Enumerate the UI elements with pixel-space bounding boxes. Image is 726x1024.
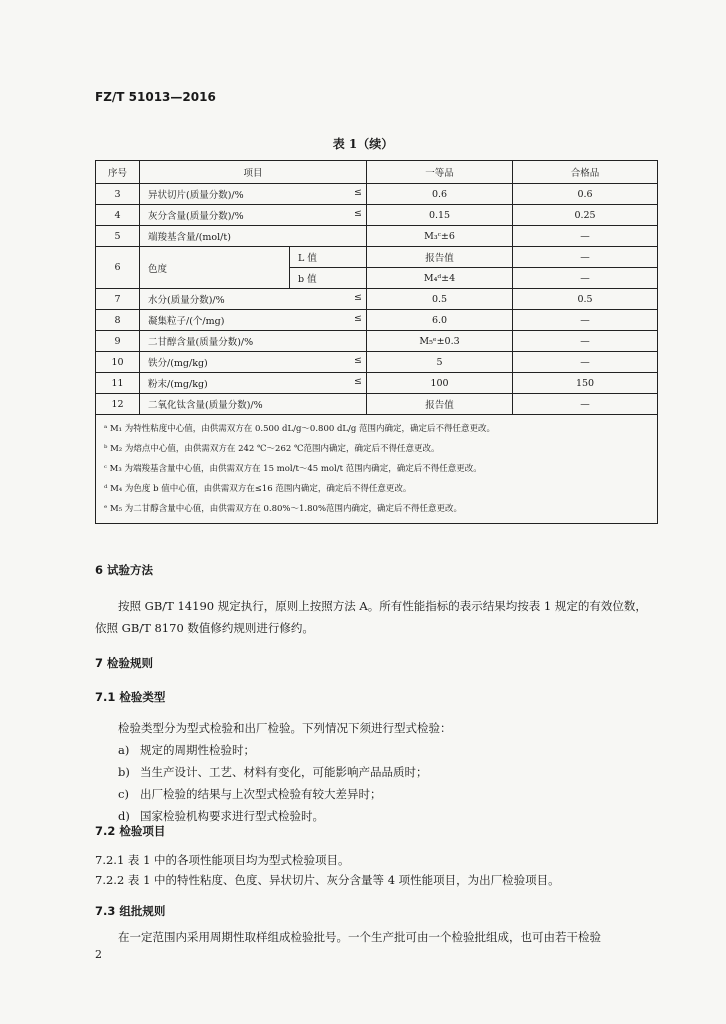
cell-first-grade: 0.5 [367,289,513,310]
cell-no: 7 [96,289,140,310]
cell-no: 8 [96,310,140,331]
table-row [96,310,658,331]
table-row [96,247,658,268]
item-label: 凝集粒子/(个/mg) [148,316,225,327]
cell-qualified: — [513,268,658,289]
table-row [96,331,658,352]
cell-qualified: — [513,331,658,352]
cmp-symbol: ≤ [354,292,363,303]
list-item-label: b) [118,765,130,779]
cell-qualified: — [513,226,658,247]
table-note: ᵃ M₁ 为特性粘度中心值，由供需双方在 0.500 dL/g～0.800 dL/g 范围内确定，确定后不得任意更改。 [104,424,496,434]
table-note: ᶜ M₃ 为端羧基含量中心值，由供需双方在 15 mol/t～45 mol/t 范围内确定，确定后不得任意更改。 [104,464,482,474]
cell-no: 3 [96,184,140,205]
table-row [96,373,658,394]
cmp-symbol: ≤ [354,355,363,366]
cell-item: 色度 [140,247,290,289]
item-label: 铁分/(mg/kg) [148,358,208,369]
item-label: 灰分含量(质量分数)/% [148,211,244,222]
section-6-paragraph: 按照 GB/T 14190 规定执行，原则上按照方法 A。所有性能指标的表示结果均按表 1 规定的有效位数，依照 GB/T 8170 数值修约规则进行修约。 [95,599,647,635]
cell-qualified: 0.5 [513,289,658,310]
table-row [96,184,658,205]
table-title: 表 1（续） [332,137,394,151]
cell-first-grade: 5 [367,352,513,373]
col-header-item: 项目 [140,161,367,184]
cell-first-grade: 报告值 [367,394,513,415]
table-notes [96,415,658,524]
cell-first-grade: M₅ᵉ±0.3 [367,331,513,352]
cell-first-grade: M₄ᵈ±4 [367,268,513,289]
cell-qualified: 0.25 [513,205,658,226]
cell-no: 6 [96,247,140,289]
section-7-2-1: 7.2.1 表 1 中的各项性能项目均为型式检验项目。 [95,853,350,867]
list-item [118,761,428,783]
col-header-no: 序号 [96,161,140,184]
section-7-3-paragraph: 在一定范围内采用周期性取样组成检验批号。一个生产批可由一个检验批组成，也可由若干检验 [118,930,601,944]
list-item-label: c) [118,787,129,801]
table-row [96,205,658,226]
cell-qualified: — [513,352,658,373]
table-note: ᵈ M₄ 为色度 b 值中心值，由供需双方在≤16 范围内确定，确定后不得任意更改。 [104,484,412,494]
table-row [96,394,658,415]
table-row [96,289,658,310]
cell-item [140,394,367,415]
table-note: ᵉ M₅ 为二甘醇含量中心值，由供需双方在 0.80%～1.80%范围内确定，确定后不得任意更改。 [104,504,463,514]
cell-first-grade: 0.15 [367,205,513,226]
item-label: 二氧化钛含量(质量分数)/% [148,400,263,411]
cell-qualified: 150 [513,373,658,394]
list-item [118,783,428,805]
cmp-symbol: ≤ [354,187,363,198]
section-7-2-heading: 7.2 检验项目 [95,824,166,838]
standard-code: FZ/T 51013—2016 [95,90,216,104]
spec-table [95,160,658,524]
inspection-conditions-list [118,739,428,827]
item-label: 异状切片(质量分数)/% [148,190,244,201]
cell-item [140,352,367,373]
section-6-heading: 6 试验方法 [95,563,154,577]
section-7-2-2: 7.2.2 表 1 中的特性粘度、色度、异状切片、灰分含量等 4 项性能项目，为出厂检验项目。 [95,873,560,887]
section-7-1-heading: 7.1 检验类型 [95,690,166,704]
section-7-heading: 7 检验规则 [95,656,154,670]
cell-item [140,373,367,394]
cmp-symbol: ≤ [354,313,363,324]
cell-first-grade: 6.0 [367,310,513,331]
list-item-text: 当生产设计、工艺、材料有变化，可能影响产品品质时； [140,765,428,779]
cell-no: 9 [96,331,140,352]
item-label: 端羧基含量/(mol/t) [148,232,231,243]
cell-item [140,205,367,226]
cell-no: 11 [96,373,140,394]
table-notes-row [96,415,658,524]
list-item-text: 出厂检验的结果与上次型式检验有较大差异时； [140,787,382,801]
cell-qualified: — [513,247,658,268]
cell-no: 4 [96,205,140,226]
list-item-label: a) [118,743,130,757]
item-label: 二甘醇含量(质量分数)/% [148,337,254,348]
table-header-row [96,161,658,184]
cell-subitem: b 值 [290,268,367,289]
cell-qualified: — [513,394,658,415]
cell-first-grade: 0.6 [367,184,513,205]
cell-item [140,184,367,205]
section-7-1-intro: 检验类型分为型式检验和出厂检验。下列情况下须进行型式检验： [118,721,452,735]
list-item-text: 国家检验机构要求进行型式检验时。 [140,809,324,823]
col-header-qualified: 合格品 [513,161,658,184]
cell-first-grade: M₃ᶜ±6 [367,226,513,247]
page-number: 2 [95,948,102,961]
list-item-label: d) [118,809,130,823]
cell-no: 5 [96,226,140,247]
list-item-text: 规定的周期性检验时； [140,743,255,757]
cell-no: 12 [96,394,140,415]
cell-item [140,310,367,331]
item-label: 粉末/(mg/kg) [148,379,208,390]
cell-item [140,331,367,352]
table-row [96,226,658,247]
list-item [118,739,428,761]
cell-subitem: L 值 [290,247,367,268]
cmp-symbol: ≤ [354,376,363,387]
table-row [96,352,658,373]
table-note: ᵇ M₂ 为熔点中心值，由供需双方在 242 ℃～262 ℃范围内确定，确定后不得任意更改。 [104,444,440,454]
section-7-3-heading: 7.3 组批规则 [95,904,166,918]
cell-qualified: 0.6 [513,184,658,205]
cell-item [140,226,367,247]
cell-item [140,289,367,310]
item-label: 水分(质量分数)/% [148,295,225,306]
cell-qualified: — [513,310,658,331]
cell-first-grade: 报告值 [367,247,513,268]
cell-no: 10 [96,352,140,373]
col-header-first-grade: 一等品 [367,161,513,184]
cmp-symbol: ≤ [354,208,363,219]
cell-first-grade: 100 [367,373,513,394]
